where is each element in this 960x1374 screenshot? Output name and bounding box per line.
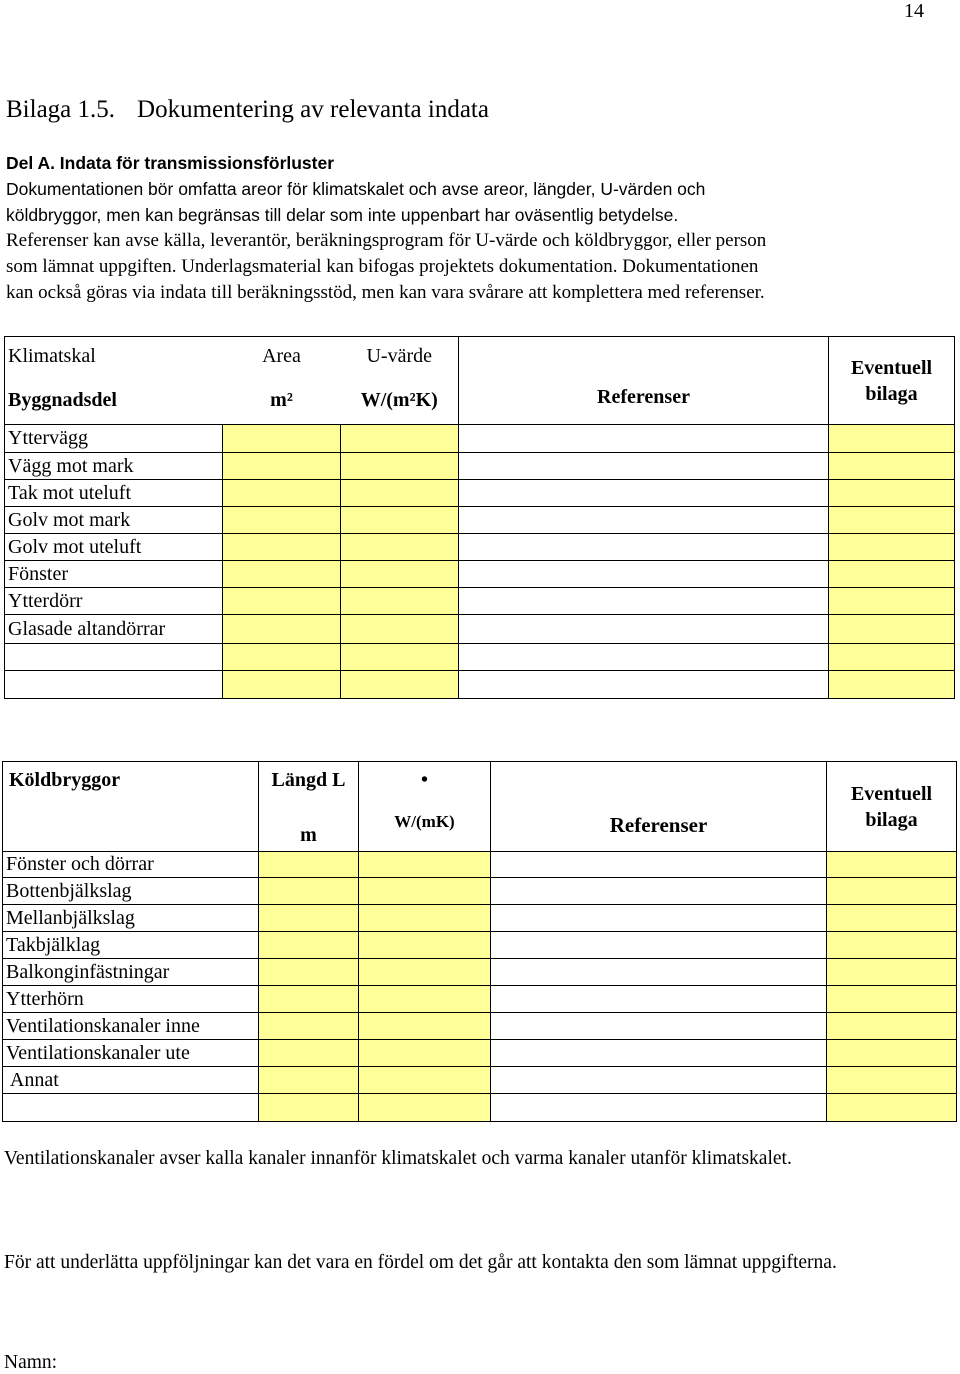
klimatskal-value1-input[interactable] [223, 453, 341, 480]
klimatskal-value1-input[interactable] [223, 425, 341, 453]
intro-text [6, 150, 951, 306]
koldbryggor-row [3, 986, 957, 1013]
u-value-header: U-värde [341, 337, 459, 377]
kb-empty-header [3, 800, 259, 852]
attachment-header-line1: Eventuell [850, 356, 933, 379]
klimatskal-table [4, 336, 955, 699]
klimatskal-value1-input[interactable] [223, 644, 341, 671]
references-header: Referenser [459, 337, 829, 425]
koldbryggor-row-label: Takbjälklag [3, 932, 259, 959]
koldbryggor-attachment-input[interactable] [827, 1094, 957, 1122]
klimatskal-reference-input[interactable] [459, 425, 829, 453]
koldbryggor-row [3, 852, 957, 878]
klimatskal-value1-input[interactable] [223, 507, 341, 534]
klimatskal-row [5, 425, 955, 453]
klimatskal-row [5, 534, 955, 561]
koldbryggor-row-label: Fönster och dörrar [3, 852, 259, 878]
klimatskal-value2-input[interactable] [341, 588, 459, 615]
koldbryggor-value2-input[interactable] [359, 1040, 491, 1067]
klimatskal-row-label: Glasade altandörrar [5, 615, 223, 644]
klimatskal-reference-input[interactable] [459, 615, 829, 644]
koldbryggor-row [3, 932, 957, 959]
koldbryggor-attachment-input[interactable] [827, 905, 957, 932]
klimatskal-value2-input[interactable] [341, 644, 459, 671]
klimatskal-reference-input[interactable] [459, 671, 829, 699]
area-unit: m² [223, 377, 341, 425]
klimatskal-value2-input[interactable] [341, 615, 459, 644]
u-value-unit: W/(m²K) [341, 377, 459, 425]
klimatskal-row [5, 561, 955, 588]
intro-line: Dokumentationen bör omfatta areor för klimatskalet och avse areor, längder, U-värden och [6, 179, 706, 199]
klimatskal-reference-input[interactable] [459, 534, 829, 561]
koldbryggor-row [3, 1067, 957, 1094]
koldbryggor-row [3, 1040, 957, 1067]
koldbryggor-attachment-input[interactable] [827, 852, 957, 878]
koldbryggor-attachment-input[interactable] [827, 1067, 957, 1094]
koldbryggor-row-label: Ventilationskanaler inne [3, 1013, 259, 1040]
koldbryggor-row [3, 878, 957, 905]
koldbryggor-reference-input[interactable] [491, 1040, 827, 1067]
klimatskal-row-label: Golv mot uteluft [5, 534, 223, 561]
klimatskal-row [5, 671, 955, 699]
klimatskal-row [5, 588, 955, 615]
koldbryggor-value1-input[interactable] [259, 986, 359, 1013]
name-label: Namn: [4, 1352, 58, 1373]
koldbryggor-attachment-input[interactable] [827, 1040, 957, 1067]
intro-heading: Del A. Indata för transmissionsförluster [6, 153, 335, 173]
klimatskal-row-label [5, 671, 223, 699]
klimatskal-row-label: Tak mot uteluft [5, 480, 223, 507]
length-header: Längd L [259, 762, 359, 800]
klimatskal-reference-input[interactable] [459, 453, 829, 480]
klimatskal-attachment-input[interactable] [829, 561, 955, 588]
koldbryggor-row [3, 1013, 957, 1040]
klimatskal-attachment-input[interactable] [829, 615, 955, 644]
klimatskal-row-label: Vägg mot mark [5, 453, 223, 480]
attachment-header [829, 337, 955, 425]
koldbryggor-value2-input[interactable] [359, 959, 491, 986]
klimatskal-value2-input[interactable] [341, 534, 459, 561]
koldbryggor-reference-input[interactable] [491, 852, 827, 878]
klimatskal-row-label [5, 644, 223, 671]
koldbryggor-value2-input[interactable] [359, 1013, 491, 1040]
attachment-header-line2: bilaga [865, 382, 918, 405]
koldbryggor-attachment-input[interactable] [827, 1013, 957, 1040]
koldbryggor-reference-input[interactable] [491, 878, 827, 905]
koldbryggor-value2-input[interactable] [359, 1094, 491, 1122]
klimatskal-value2-input[interactable] [341, 671, 459, 699]
klimatskal-value2-input[interactable] [341, 561, 459, 588]
section-title [6, 96, 489, 124]
ventilation-note: Ventilationskanaler avser kalla kanaler innanför klimatskalet och varma kanaler utanför klimatskalet. [4, 1148, 792, 1169]
koldbryggor-value1-input[interactable] [259, 1040, 359, 1067]
klimatskal-reference-input[interactable] [459, 480, 829, 507]
koldbryggor-row-label: Ventilationskanaler ute [3, 1040, 259, 1067]
koldbryggor-table [2, 761, 957, 1122]
koldbryggor-row-label [3, 1094, 259, 1122]
koldbryggor-attachment-input[interactable] [827, 986, 957, 1013]
koldbryggor-value1-input[interactable] [259, 932, 359, 959]
kb-attachment-header [827, 762, 957, 852]
length-unit: m [259, 800, 359, 852]
koldbryggor-reference-input[interactable] [491, 932, 827, 959]
klimatskal-attachment-input[interactable] [829, 534, 955, 561]
klimatskal-value2-input[interactable] [341, 453, 459, 480]
klimatskal-row-label: Yttervägg [5, 425, 223, 453]
kb-attachment-header-line2: bilaga [865, 808, 918, 831]
koldbryggor-row [3, 905, 957, 932]
psi-unit: W/(mK) [359, 800, 491, 852]
klimatskal-row [5, 480, 955, 507]
klimatskal-attachment-input[interactable] [829, 671, 955, 699]
koldbryggor-value1-input[interactable] [259, 1013, 359, 1040]
koldbryggor-value1-input[interactable] [259, 959, 359, 986]
followup-note: För att underlätta uppföljningar kan det vara en fördel om det går att kontakta den som lämnat uppgifterna. [4, 1252, 837, 1273]
page-number: 14 [904, 0, 924, 22]
koldbryggor-reference-input[interactable] [491, 1013, 827, 1040]
klimatskal-attachment-input[interactable] [829, 588, 955, 615]
koldbryggor-reference-input[interactable] [491, 905, 827, 932]
klimatskal-title: Klimatskal [5, 337, 223, 377]
klimatskal-reference-input[interactable] [459, 561, 829, 588]
koldbryggor-value2-input[interactable] [359, 878, 491, 905]
koldbryggor-value2-input[interactable] [359, 1067, 491, 1094]
koldbryggor-reference-input[interactable] [491, 986, 827, 1013]
klimatskal-value1-input[interactable] [223, 534, 341, 561]
koldbryggor-value1-input[interactable] [259, 905, 359, 932]
koldbryggor-row [3, 1094, 957, 1122]
klimatskal-value2-input[interactable] [341, 507, 459, 534]
intro-line: som lämnat uppgiften. Underlagsmaterial kan bifogas projektets dokumentation. Dokumentationen [6, 256, 759, 277]
koldbryggor-row-label: Balkonginfästningar [3, 959, 259, 986]
koldbryggor-reference-input[interactable] [491, 1094, 827, 1122]
koldbryggor-value2-input[interactable] [359, 932, 491, 959]
klimatskal-attachment-input[interactable] [829, 644, 955, 671]
klimatskal-value1-input[interactable] [223, 588, 341, 615]
intro-line: köldbryggor, men kan begränsas till delar som inte uppenbart har oväsentlig betydelse. [6, 205, 679, 225]
klimatskal-value1-input[interactable] [223, 561, 341, 588]
kb-attachment-header-line1: Eventuell [850, 782, 933, 805]
klimatskal-row [5, 644, 955, 671]
klimatskal-value1-input[interactable] [223, 671, 341, 699]
koldbryggor-row [3, 959, 957, 986]
klimatskal-value2-input[interactable] [341, 425, 459, 453]
koldbryggor-value1-input[interactable] [259, 852, 359, 878]
klimatskal-attachment-input[interactable] [829, 425, 955, 453]
psi-header: • [359, 762, 491, 800]
klimatskal-value1-input[interactable] [223, 615, 341, 644]
koldbryggor-value1-input[interactable] [259, 1067, 359, 1094]
koldbryggor-attachment-input[interactable] [827, 959, 957, 986]
klimatskal-row [5, 615, 955, 644]
koldbryggor-reference-input[interactable] [491, 1067, 827, 1094]
klimatskal-value1-input[interactable] [223, 480, 341, 507]
koldbryggor-value1-input[interactable] [259, 1094, 359, 1122]
klimatskal-reference-input[interactable] [459, 588, 829, 615]
intro-line: kan också göras via indata till beräkningsstöd, men kan vara svårare att komplettera med referenser. [6, 282, 765, 303]
koldbryggor-value2-input[interactable] [359, 852, 491, 878]
klimatskal-reference-input[interactable] [459, 507, 829, 534]
klimatskal-row [5, 453, 955, 480]
section-number: Bilaga 1.5. [6, 96, 116, 123]
building-part-header: Byggnadsdel [5, 377, 223, 425]
klimatskal-attachment-input[interactable] [829, 453, 955, 480]
koldbryggor-row-label: Annat [3, 1067, 259, 1094]
klimatskal-attachment-input[interactable] [829, 480, 955, 507]
kb-references-header: Referenser [491, 762, 827, 852]
area-header: Area [223, 337, 341, 377]
klimatskal-row-label: Fönster [5, 561, 223, 588]
koldbryggor-value2-input[interactable] [359, 905, 491, 932]
koldbryggor-value2-input[interactable] [359, 986, 491, 1013]
klimatskal-attachment-input[interactable] [829, 507, 955, 534]
koldbryggor-row-label: Mellanbjälkslag [3, 905, 259, 932]
koldbryggor-row-label: Ytterhörn [3, 986, 259, 1013]
klimatskal-row [5, 507, 955, 534]
koldbryggor-title: Köldbryggor [3, 762, 259, 800]
koldbryggor-value1-input[interactable] [259, 878, 359, 905]
koldbryggor-attachment-input[interactable] [827, 878, 957, 905]
intro-line: Referenser kan avse källa, leverantör, beräkningsprogram för U-värde och köldbryggor, eller person [6, 230, 767, 251]
section-title-text: Dokumentering av relevanta indata [137, 96, 489, 123]
klimatskal-reference-input[interactable] [459, 644, 829, 671]
koldbryggor-reference-input[interactable] [491, 959, 827, 986]
klimatskal-row-label: Golv mot mark [5, 507, 223, 534]
klimatskal-row-label: Ytterdörr [5, 588, 223, 615]
koldbryggor-attachment-input[interactable] [827, 932, 957, 959]
koldbryggor-row-label: Bottenbjälkslag [3, 878, 259, 905]
klimatskal-value2-input[interactable] [341, 480, 459, 507]
